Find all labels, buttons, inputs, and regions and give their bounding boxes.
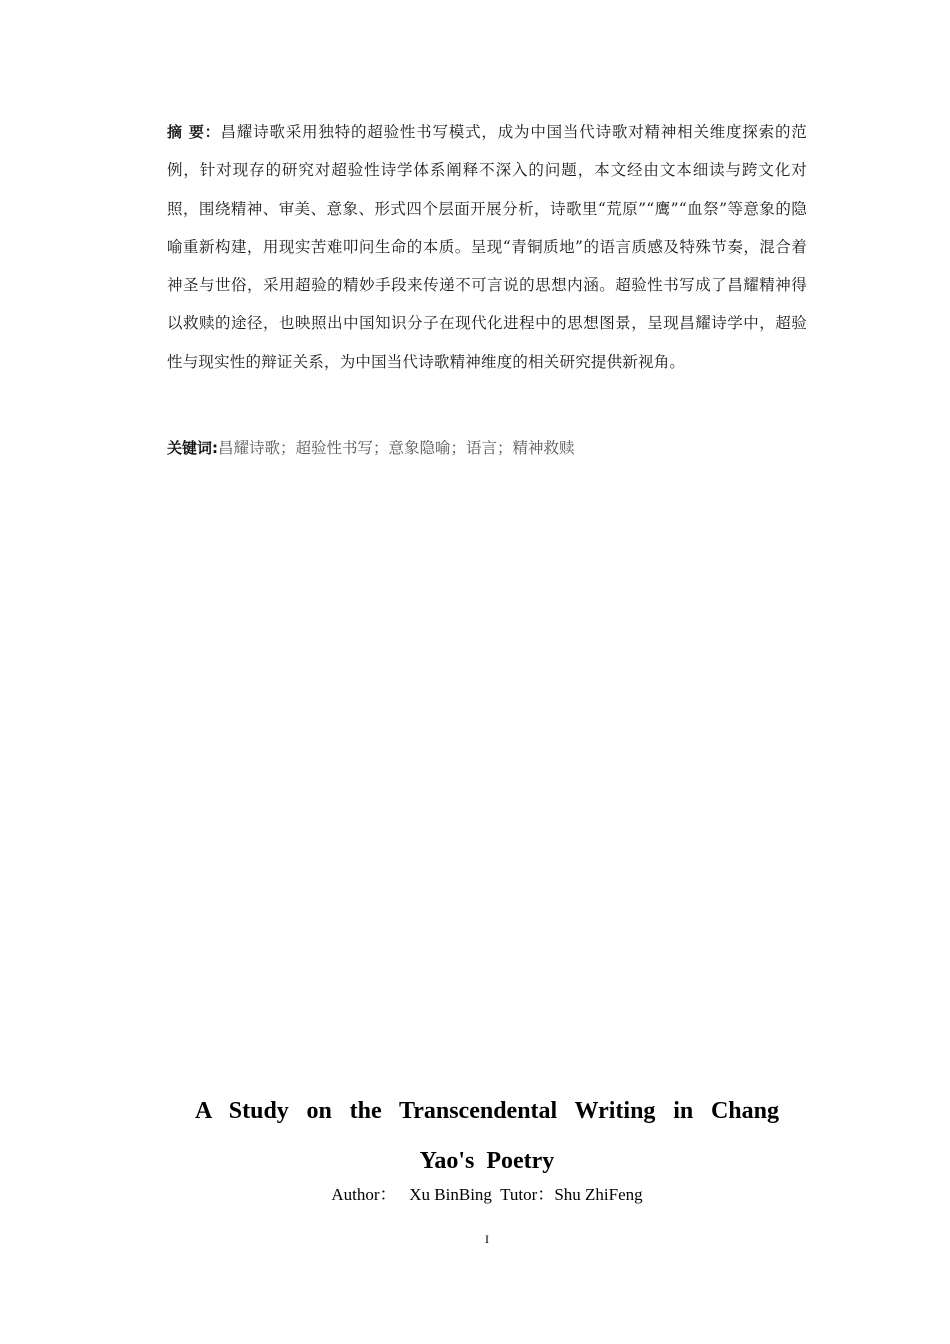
- keywords-text: 昌耀诗歌；超验性书写；意象隐喻；语言；精神救赎: [218, 439, 575, 457]
- abstract-label: 摘 要：: [167, 123, 221, 141]
- author-tutor-line: [0, 1183, 950, 1207]
- author-name: Xu BinBing: [409, 1185, 492, 1204]
- english-title: [195, 1086, 779, 1186]
- page-number: I: [485, 1232, 489, 1246]
- abstract-paragraph: [167, 113, 807, 381]
- tutor-label: Tutor：: [500, 1185, 555, 1204]
- tutor-name: Shu ZhiFeng: [554, 1185, 643, 1204]
- keywords-label: 关键词:: [167, 439, 218, 457]
- abstract-text: 昌耀诗歌采用独特的超验性书写模式，成为中国当代诗歌对精神相关维度探索的范例，针对现存的研究对超验性诗学体系阐释不深入的问题，本文经由文本细读与跨文化对照，围绕精神、审美、意象、形式四个层面开展分析，诗歌里“荒原”“鹰”“血祭”等意象的隐喻重新构建，用现实苦难叩问生命的本质。呈现“青铜质地”的语言质感及特殊节奏，混合着神圣与世俗，采用超验的精妙手段来传递不可言说的思想内涵。超验性书写成了昌耀精神得以救赎的途径，也映照出中国知识分子在现代化进程中的思想图景，呈现昌耀诗学中，超验性与现实性的辩证关系，为中国当代诗歌精神维度的相关研究提供新视角。: [167, 123, 807, 371]
- author-label: Author：: [331, 1185, 397, 1204]
- keywords-line: [167, 434, 807, 462]
- english-title-line-1: A Study on the Transcendental Writing in Chang: [195, 1098, 779, 1124]
- english-title-line-2: Yao's Poetry: [419, 1148, 555, 1174]
